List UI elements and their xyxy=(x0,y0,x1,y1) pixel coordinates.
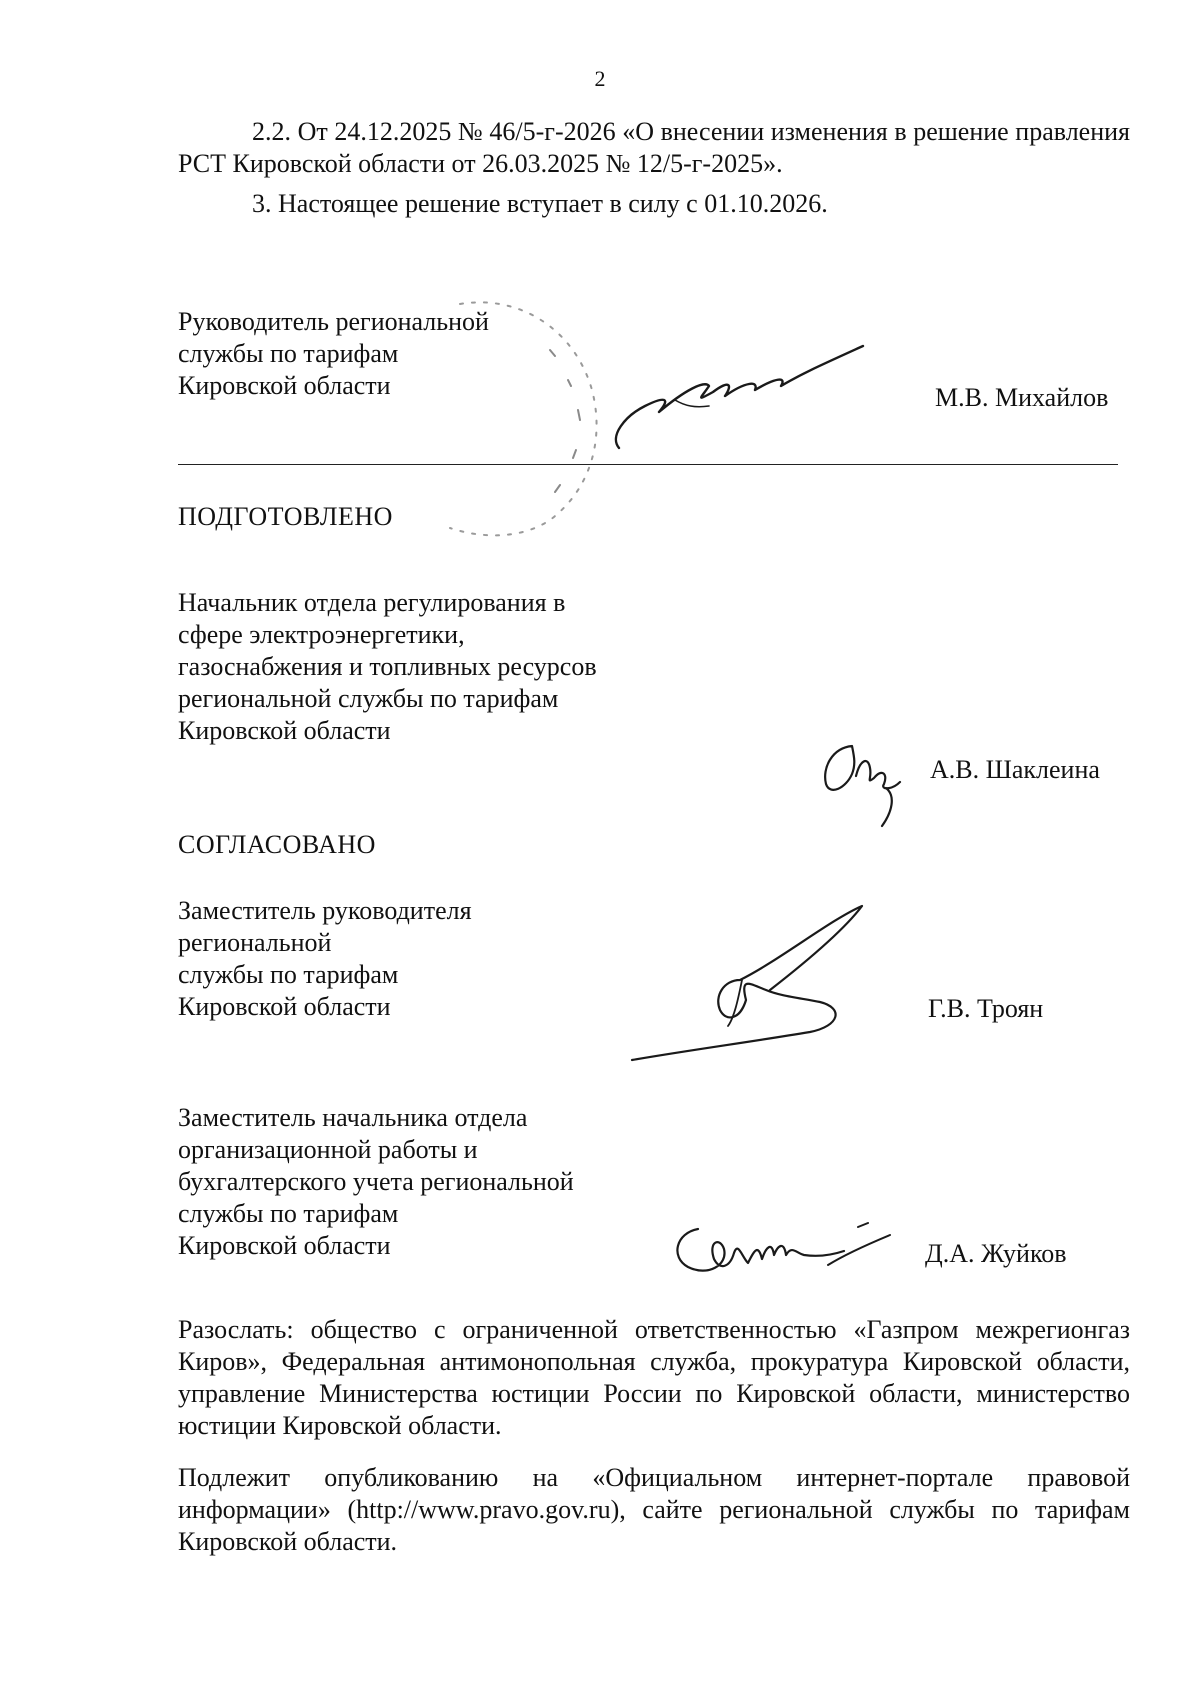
page-number: 2 xyxy=(594,66,606,91)
agreed-signatory-2-name: Д.А. Жуйков xyxy=(925,1239,1067,1268)
seal-stamp xyxy=(400,290,620,550)
head-signatory-name: М.В. Михайлов xyxy=(935,383,1109,412)
agreed-signatory-1-position: Заместитель руководителя региональной службы по тарифам Кировской области xyxy=(178,896,472,1021)
prepared-name: А.В. Шаклеина xyxy=(930,755,1100,784)
prepared-position: Начальник отдела регулирования в сфере электроэнергетики, газоснабжения и топливных ресурсов региональной службы по тарифам Кировской области xyxy=(178,588,597,745)
signature-troyan xyxy=(630,900,870,1070)
agreed-heading: СОГЛАСОВАНО xyxy=(178,830,376,859)
agreed-signatory-1-name: Г.В. Троян xyxy=(928,994,1044,1023)
clause-2-2: 2.2. От 24.12.2025 № 46/5-г-2026 «О внесении изменения в решение правления РСТ Кировской области от 26.03.2025 № 12/5-г-2025». xyxy=(178,117,1130,178)
distribution-list: Разослать: общество с ограниченной ответственностью «Газпром межрегионгаз Киров», Федеральная антимонопольная служба, прокуратура Кировской области, управление Министерства юстиции России по Кировской области, министерство юстиции Кировской области. xyxy=(178,1315,1130,1440)
signature-shakleina xyxy=(812,738,922,838)
signature-zhuikov xyxy=(668,1215,898,1285)
publication-notice: Подлежит опубликованию на «Официальном интернет-портале правовой информации» (http://www.pravo.gov.ru), сайте региональной службы по тарифам Кировской области. xyxy=(178,1463,1130,1556)
signature-mikhailov xyxy=(605,340,885,460)
clause-3: 3. Настоящее решение вступает в силу с 01.10.2026. xyxy=(252,189,828,218)
agreed-signatory-2-position: Заместитель начальника отдела организационной работы и бухгалтерского учета региональной службы по тарифам Кировской области xyxy=(178,1103,574,1260)
head-signatory-position: Руководитель региональной службы по тарифам Кировской области xyxy=(178,307,489,400)
horizontal-divider xyxy=(178,464,1118,465)
prepared-heading: ПОДГОТОВЛЕНО xyxy=(178,502,393,531)
